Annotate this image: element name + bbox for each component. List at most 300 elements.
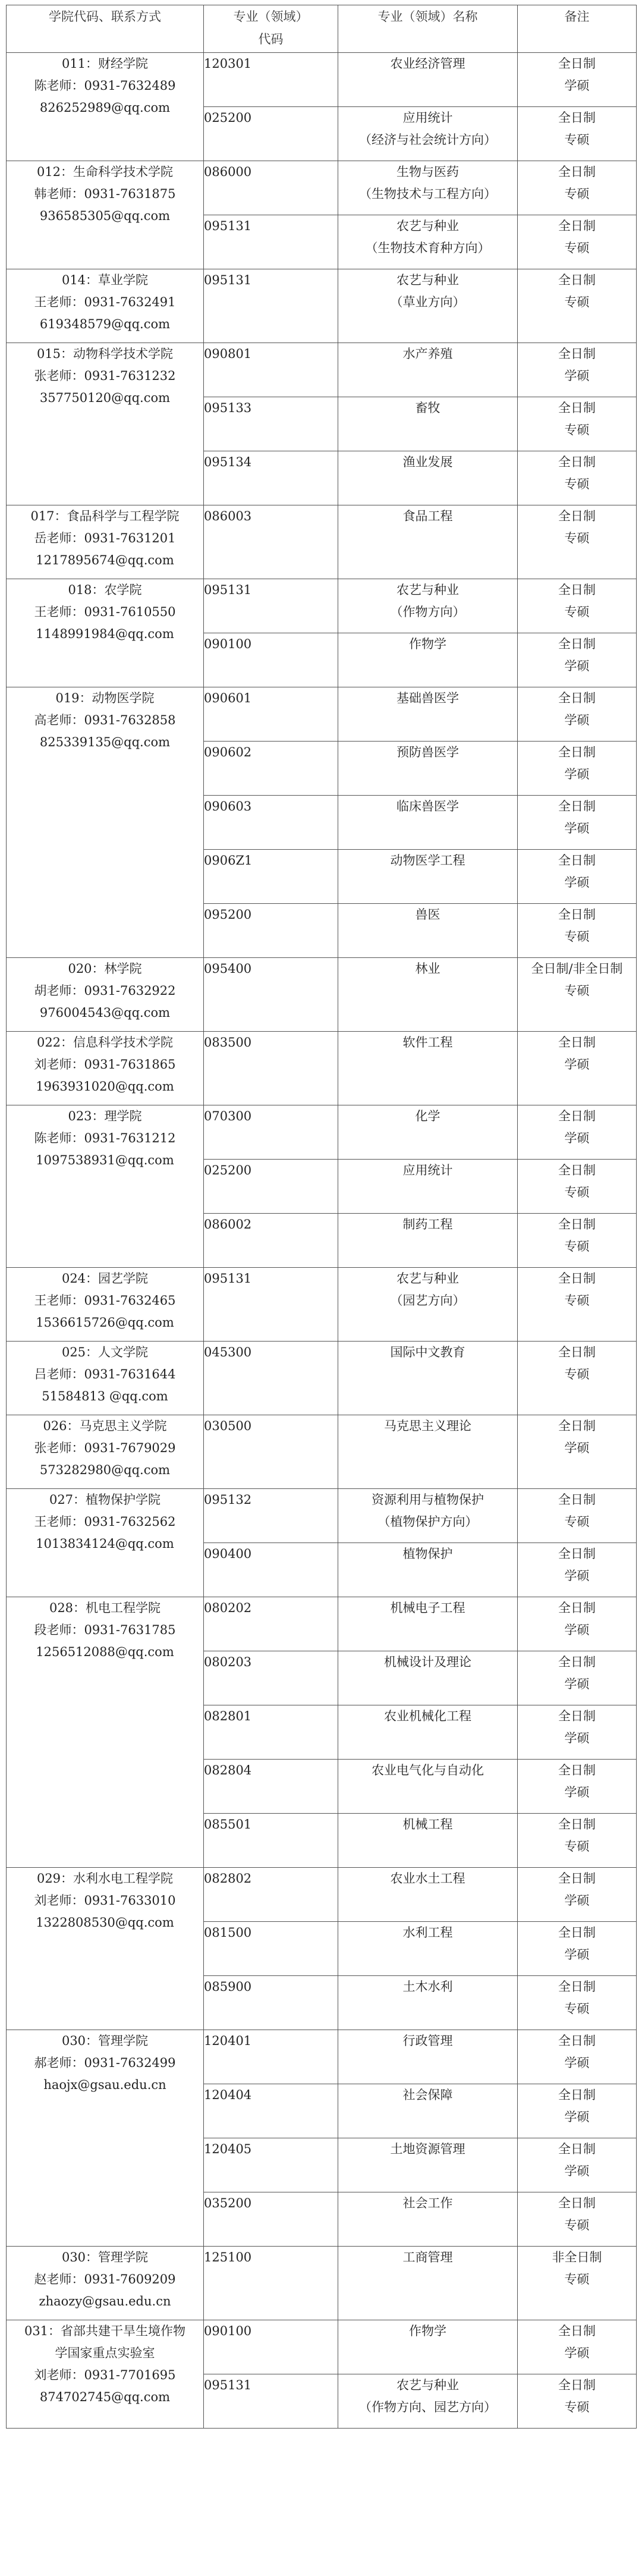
program-name-cell (338, 451, 518, 505)
contact-phone: 王老师：0931-7632562 (34, 1515, 176, 1529)
program-name-cell (338, 343, 518, 397)
college-title: 025：人文学院 (61, 1345, 149, 1359)
degree-type: 专硕 (564, 2218, 590, 2232)
program-name-cell (338, 53, 518, 107)
college-title: 014：草业学院 (61, 273, 149, 287)
program-name-cell (338, 2192, 518, 2247)
degree-type: 专硕 (564, 531, 590, 545)
study-mode: 全日制 (558, 401, 596, 415)
program-code-cell (204, 2030, 338, 2084)
contact-phone: 段老师：0931-7631785 (34, 1623, 176, 1637)
remark-cell (518, 215, 637, 269)
study-mode: 全日制 (558, 691, 596, 705)
college-contact-cell (7, 343, 204, 505)
program-code: 086002 (204, 1217, 252, 1232)
program-name: 水产养殖 (402, 347, 453, 361)
program-name: 机械设计及理论 (384, 1655, 471, 1669)
program-code: 090601 (204, 691, 252, 705)
program-name: 行政管理 (402, 2034, 453, 2048)
program-row (7, 53, 637, 107)
study-mode: 全日制 (558, 273, 596, 287)
degree-type: 专硕 (564, 133, 590, 147)
contact-phone: 陈老师：0931-7631212 (34, 1131, 176, 1145)
program-code: 085900 (204, 1980, 252, 1994)
remark-cell (518, 2320, 637, 2374)
study-mode: 全日制 (558, 1419, 596, 1433)
remark-cell (518, 1705, 637, 1760)
program-name: 机械电子工程 (390, 1601, 465, 1615)
program-code-cell (204, 343, 338, 397)
remark-cell (518, 1214, 637, 1268)
program-row (7, 1597, 637, 1651)
program-name-cell (338, 215, 518, 269)
program-row (7, 2030, 637, 2084)
degree-type: 学硕 (564, 1677, 590, 1691)
college-contact-cell (7, 53, 204, 161)
program-name: 水利工程 (402, 1925, 453, 1940)
college-contact-cell (7, 1415, 204, 1489)
remark-cell (518, 742, 637, 796)
program-row (7, 161, 637, 215)
study-mode: 全日制 (558, 1109, 596, 1123)
remark-cell (518, 1814, 637, 1868)
program-name: 动物医学工程 (390, 853, 465, 868)
program-name-cell (338, 269, 518, 343)
program-code: 035200 (204, 2196, 252, 2210)
remark-cell (518, 2374, 637, 2429)
contact-email: haojx@gsau.edu.cn (43, 2078, 166, 2092)
contact-email: 1013834124@qq.com (36, 1537, 174, 1551)
remark-cell (518, 343, 637, 397)
program-code: 025200 (204, 1163, 252, 1177)
program-name-cell (338, 850, 518, 904)
degree-type: 学硕 (564, 2346, 590, 2360)
remark-cell (518, 904, 637, 958)
degree-type: 学硕 (564, 1893, 590, 1908)
program-code: 082802 (204, 1871, 252, 1886)
study-mode: 全日制 (558, 1871, 596, 1886)
study-mode: 全日制 (558, 799, 596, 813)
college-title: 031：省部共建干旱生境作物 (24, 2324, 186, 2338)
remark-cell (518, 1489, 637, 1543)
college-title: 015：动物科学技术学院 (36, 347, 174, 361)
contact-email: 1322808530@qq.com (36, 1915, 174, 1930)
program-name-cell (338, 904, 518, 958)
program-code-cell (204, 958, 338, 1032)
degree-type: 专硕 (564, 2272, 590, 2286)
program-name: 渔业发展 (402, 455, 453, 469)
college-title: 030：管理学院 (61, 2250, 149, 2264)
study-mode: 全日制 (558, 509, 596, 523)
program-row (7, 1342, 637, 1415)
program-code: 095131 (204, 273, 252, 287)
program-direction: （作物方向、园艺方向） (359, 2400, 496, 2414)
remark-cell (518, 1597, 637, 1651)
study-mode: 全日制 (558, 1547, 596, 1561)
header-row (7, 5, 637, 53)
program-name: 农业经济管理 (390, 56, 465, 71)
program-name: 农艺与种业 (396, 583, 459, 597)
program-code: 095400 (204, 962, 252, 976)
remark-cell (518, 850, 637, 904)
contact-email: 936585305@qq.com (39, 209, 171, 223)
contact-phone: 高老师：0931-7632858 (34, 713, 176, 727)
study-mode: 全日制 (558, 2196, 596, 2210)
program-code-cell (204, 850, 338, 904)
study-mode: 全日制 (558, 637, 596, 651)
program-name: 社会保障 (402, 2088, 453, 2102)
study-mode: 全日制 (558, 1163, 596, 1177)
program-row (7, 2247, 637, 2320)
program-code: 090100 (204, 637, 252, 651)
program-name-cell (338, 2030, 518, 2084)
study-mode: 全日制 (558, 583, 596, 597)
college-contact-cell (7, 1868, 204, 2030)
degree-type: 专硕 (564, 929, 590, 944)
program-name-cell (338, 1342, 518, 1415)
college-contact-cell (7, 1268, 204, 1342)
remark-cell (518, 269, 637, 343)
program-code-cell (204, 1415, 338, 1489)
program-code: 080202 (204, 1601, 252, 1615)
college-contact-cell (7, 2247, 204, 2320)
program-code: 081500 (204, 1925, 252, 1940)
program-name: 应用统计 (402, 1163, 453, 1177)
program-code-cell (204, 2247, 338, 2320)
program-code: 086003 (204, 509, 252, 523)
program-name: 化学 (415, 1109, 440, 1123)
program-code: 090400 (204, 1547, 252, 1561)
program-name-cell (338, 2374, 518, 2429)
program-code-cell (204, 161, 338, 215)
degree-type: 专硕 (564, 605, 590, 619)
college-contact-cell (7, 269, 204, 343)
program-name: 工商管理 (402, 2250, 453, 2264)
college-title: 012：生命科学技术学院 (36, 165, 174, 179)
study-mode: 全日制 (558, 2378, 596, 2392)
program-direction: （作物方向） (390, 605, 465, 619)
college-title: 026：马克思主义学院 (43, 1419, 167, 1433)
program-name-cell (338, 505, 518, 579)
remark-cell (518, 2084, 637, 2138)
header-remark: 备注 (518, 5, 637, 53)
college-contact-cell (7, 1032, 204, 1105)
program-name-cell (338, 1814, 518, 1868)
remark-cell (518, 1415, 637, 1489)
remark-cell (518, 1760, 637, 1814)
program-code: 095134 (204, 455, 252, 469)
program-code: 095133 (204, 401, 252, 415)
degree-type: 学硕 (564, 369, 590, 383)
remark-cell (518, 1268, 637, 1342)
header-program-code (204, 5, 338, 53)
remark-cell (518, 1543, 637, 1597)
degree-type: 学硕 (564, 713, 590, 727)
degree-type: 学硕 (564, 1057, 590, 1072)
degree-type: 学硕 (564, 78, 590, 93)
program-name: 软件工程 (402, 1035, 453, 1050)
program-direction: （园艺方向） (390, 1293, 465, 1308)
program-name-cell (338, 1160, 518, 1214)
contact-phone: 刘老师：0931-7631865 (34, 1057, 176, 1072)
program-code: 0906Z1 (204, 853, 253, 868)
degree-type: 专硕 (564, 2400, 590, 2414)
program-name-cell (338, 1543, 518, 1597)
program-name: 资源利用与植物保护 (372, 1493, 484, 1507)
study-mode: 全日制 (558, 1035, 596, 1050)
program-code-cell (204, 269, 338, 343)
remark-cell (518, 1342, 637, 1415)
header-college-contact: 学院代码、联系方式 (7, 5, 204, 53)
degree-type: 学硕 (564, 2110, 590, 2124)
program-code-cell (204, 1160, 338, 1214)
college-title: 024：园艺学院 (61, 1271, 149, 1286)
degree-type: 学硕 (564, 1569, 590, 1583)
study-mode: 全日制 (558, 907, 596, 922)
college-contact-cell (7, 687, 204, 958)
college-contact-cell (7, 579, 204, 687)
program-row (7, 269, 637, 343)
program-name: 土木水利 (402, 1980, 453, 1994)
remark-cell (518, 633, 637, 687)
program-code: 120405 (204, 2142, 252, 2156)
program-code: 120401 (204, 2034, 252, 2048)
program-code-cell (204, 904, 338, 958)
remark-cell (518, 2192, 637, 2247)
program-code-cell (204, 2192, 338, 2247)
study-mode: 全日制/非全日制 (531, 962, 623, 976)
contact-email: 619348579@qq.com (39, 317, 171, 331)
program-code-cell (204, 633, 338, 687)
program-code-cell (204, 2138, 338, 2192)
program-row (7, 1415, 637, 1489)
program-name-cell (338, 1032, 518, 1105)
remark-cell (518, 53, 637, 107)
program-name: 林业 (415, 962, 440, 976)
header-code-line1: 专业（领域） (233, 10, 309, 24)
degree-type: 学硕 (564, 1947, 590, 1962)
contact-email: 573282980@qq.com (39, 1463, 171, 1477)
program-code: 095131 (204, 1271, 252, 1286)
study-mode: 全日制 (558, 2088, 596, 2102)
remark-cell (518, 2138, 637, 2192)
study-mode: 全日制 (558, 1271, 596, 1286)
program-name-cell (338, 687, 518, 742)
program-code-cell (204, 451, 338, 505)
program-row (7, 2320, 637, 2374)
program-code-cell (204, 1032, 338, 1105)
degree-type: 专硕 (564, 2002, 590, 2016)
college-contact-cell (7, 2030, 204, 2247)
program-code: 125100 (204, 2250, 252, 2264)
program-direction: （草业方向） (390, 295, 465, 309)
college-title: 028：机电工程学院 (49, 1601, 161, 1615)
study-mode: 非全日制 (552, 2250, 602, 2264)
program-name: 制药工程 (402, 1217, 453, 1232)
program-code: 090602 (204, 745, 252, 759)
program-name-cell (338, 1976, 518, 2030)
remark-cell (518, 2247, 637, 2320)
study-mode: 全日制 (558, 745, 596, 759)
contact-email: 1536615726@qq.com (36, 1315, 174, 1330)
contact-phone: 刘老师：0931-7701695 (34, 2368, 176, 2382)
degree-type: 学硕 (564, 1441, 590, 1455)
program-name: 食品工程 (402, 509, 453, 523)
program-code: 083500 (204, 1035, 252, 1050)
degree-type: 专硕 (564, 1293, 590, 1308)
remark-cell (518, 1976, 637, 2030)
remark-cell (518, 2030, 637, 2084)
program-code-cell (204, 215, 338, 269)
study-mode: 全日制 (558, 347, 596, 361)
program-row (7, 1868, 637, 1922)
program-code-cell (204, 397, 338, 451)
program-name: 生物与医药 (396, 165, 459, 179)
table-body (7, 5, 637, 2429)
degree-type: 专硕 (564, 1239, 590, 1254)
contact-email: zhaozy@gsau.edu.cn (39, 2294, 171, 2308)
program-code: 085501 (204, 1817, 252, 1832)
college-title: 020：林学院 (68, 962, 142, 976)
contact-email: 976004543@qq.com (39, 1006, 171, 1020)
program-row (7, 343, 637, 397)
study-mode: 全日制 (558, 1601, 596, 1615)
college-title: 011：财经学院 (61, 56, 149, 71)
program-code-cell (204, 53, 338, 107)
program-name-cell (338, 1651, 518, 1705)
remark-cell (518, 161, 637, 215)
program-code: 120404 (204, 2088, 252, 2102)
degree-type: 学硕 (564, 1131, 590, 1145)
remark-cell (518, 796, 637, 850)
program-name-cell (338, 958, 518, 1032)
program-name-cell (338, 1105, 518, 1160)
contact-phone: 陈老师：0931-7632489 (34, 78, 176, 93)
remark-cell (518, 958, 637, 1032)
program-name: 植物保护 (402, 1547, 453, 1561)
program-name-cell (338, 579, 518, 633)
study-mode: 全日制 (558, 2142, 596, 2156)
study-mode: 全日制 (558, 165, 596, 179)
program-name-cell (338, 107, 518, 161)
college-title-line2: 学国家重点实验室 (55, 2346, 155, 2360)
college-contact-cell (7, 1597, 204, 1868)
contact-phone: 张老师：0931-7631232 (34, 369, 176, 383)
remark-cell (518, 1651, 637, 1705)
program-code: 090801 (204, 347, 252, 361)
program-code-cell (204, 1651, 338, 1705)
study-mode: 全日制 (558, 1709, 596, 1723)
header-code-line2: 代码 (258, 32, 284, 46)
contact-phone: 韩老师：0931-7631875 (34, 187, 176, 201)
program-code-cell (204, 1868, 338, 1922)
contact-phone: 刘老师：0931-7633010 (34, 1893, 176, 1908)
program-code-cell (204, 2374, 338, 2429)
degree-type: 专硕 (564, 295, 590, 309)
contact-email: 1097538931@qq.com (36, 1153, 174, 1167)
program-name-cell (338, 161, 518, 215)
contact-email: 1256512088@qq.com (36, 1645, 174, 1659)
program-name: 临床兽医学 (396, 799, 459, 813)
program-name-cell (338, 397, 518, 451)
college-title: 019：动物医学院 (55, 691, 155, 705)
program-name: 社会工作 (402, 2196, 453, 2210)
program-name: 作物学 (409, 637, 446, 651)
contact-phone: 岳老师：0931-7631201 (34, 531, 176, 545)
contact-phone: 王老师：0931-7632465 (34, 1293, 176, 1308)
program-code-cell (204, 1760, 338, 1814)
study-mode: 全日制 (558, 2034, 596, 2048)
program-name: 农艺与种业 (396, 273, 459, 287)
contact-email: 826252989@qq.com (39, 100, 171, 115)
program-code: 120301 (204, 56, 252, 71)
contact-email: 1963931020@qq.com (36, 1079, 174, 1094)
program-code: 082801 (204, 1709, 252, 1723)
contact-email: 874702745@qq.com (39, 2390, 171, 2404)
program-row (7, 1489, 637, 1543)
program-name: 兽医 (415, 907, 440, 922)
college-contact-cell (7, 161, 204, 269)
degree-type: 专硕 (564, 477, 590, 491)
study-mode: 全日制 (558, 853, 596, 868)
program-direction: （生物技术育种方向） (365, 241, 490, 255)
college-title: 027：植物保护学院 (49, 1493, 161, 1507)
contact-phone: 郝老师：0931-7632499 (34, 2056, 176, 2070)
program-name: 作物学 (409, 2324, 446, 2338)
study-mode: 全日制 (558, 455, 596, 469)
remark-cell (518, 1868, 637, 1922)
contact-phone: 赵老师：0931-7609209 (34, 2272, 176, 2286)
degree-type: 专硕 (564, 187, 590, 201)
remark-cell (518, 451, 637, 505)
study-mode: 全日制 (558, 1345, 596, 1359)
college-contact-cell (7, 505, 204, 579)
program-code: 030500 (204, 1419, 252, 1433)
program-code-cell (204, 1597, 338, 1651)
program-code-cell (204, 2084, 338, 2138)
program-code: 086000 (204, 165, 252, 179)
program-code: 095131 (204, 2378, 252, 2392)
program-row (7, 1268, 637, 1342)
degree-type: 学硕 (564, 659, 590, 673)
study-mode: 全日制 (558, 219, 596, 233)
degree-type: 专硕 (564, 1185, 590, 1199)
program-code: 082804 (204, 1763, 252, 1777)
program-code: 090603 (204, 799, 252, 813)
program-name-cell (338, 796, 518, 850)
contact-phone: 王老师：0931-7632491 (34, 295, 176, 309)
program-name: 国际中文教育 (390, 1345, 465, 1359)
program-name-cell (338, 1922, 518, 1976)
degree-type: 学硕 (564, 1623, 590, 1637)
program-name-cell (338, 1705, 518, 1760)
remark-cell (518, 687, 637, 742)
college-title: 023：理学院 (68, 1109, 142, 1123)
college-contact-cell (7, 958, 204, 1032)
program-name: 机械工程 (402, 1817, 453, 1832)
college-title: 022：信息科学技术学院 (36, 1035, 174, 1050)
program-name-cell (338, 1489, 518, 1543)
program-code: 080203 (204, 1655, 252, 1669)
study-mode: 全日制 (558, 1925, 596, 1940)
program-code-cell (204, 1922, 338, 1976)
contact-email: 51584813 @qq.com (42, 1389, 168, 1403)
program-name: 农业水土工程 (390, 1871, 465, 1886)
remark-cell (518, 1032, 637, 1105)
program-name-cell (338, 1760, 518, 1814)
remark-cell (518, 505, 637, 579)
program-code: 095131 (204, 219, 252, 233)
